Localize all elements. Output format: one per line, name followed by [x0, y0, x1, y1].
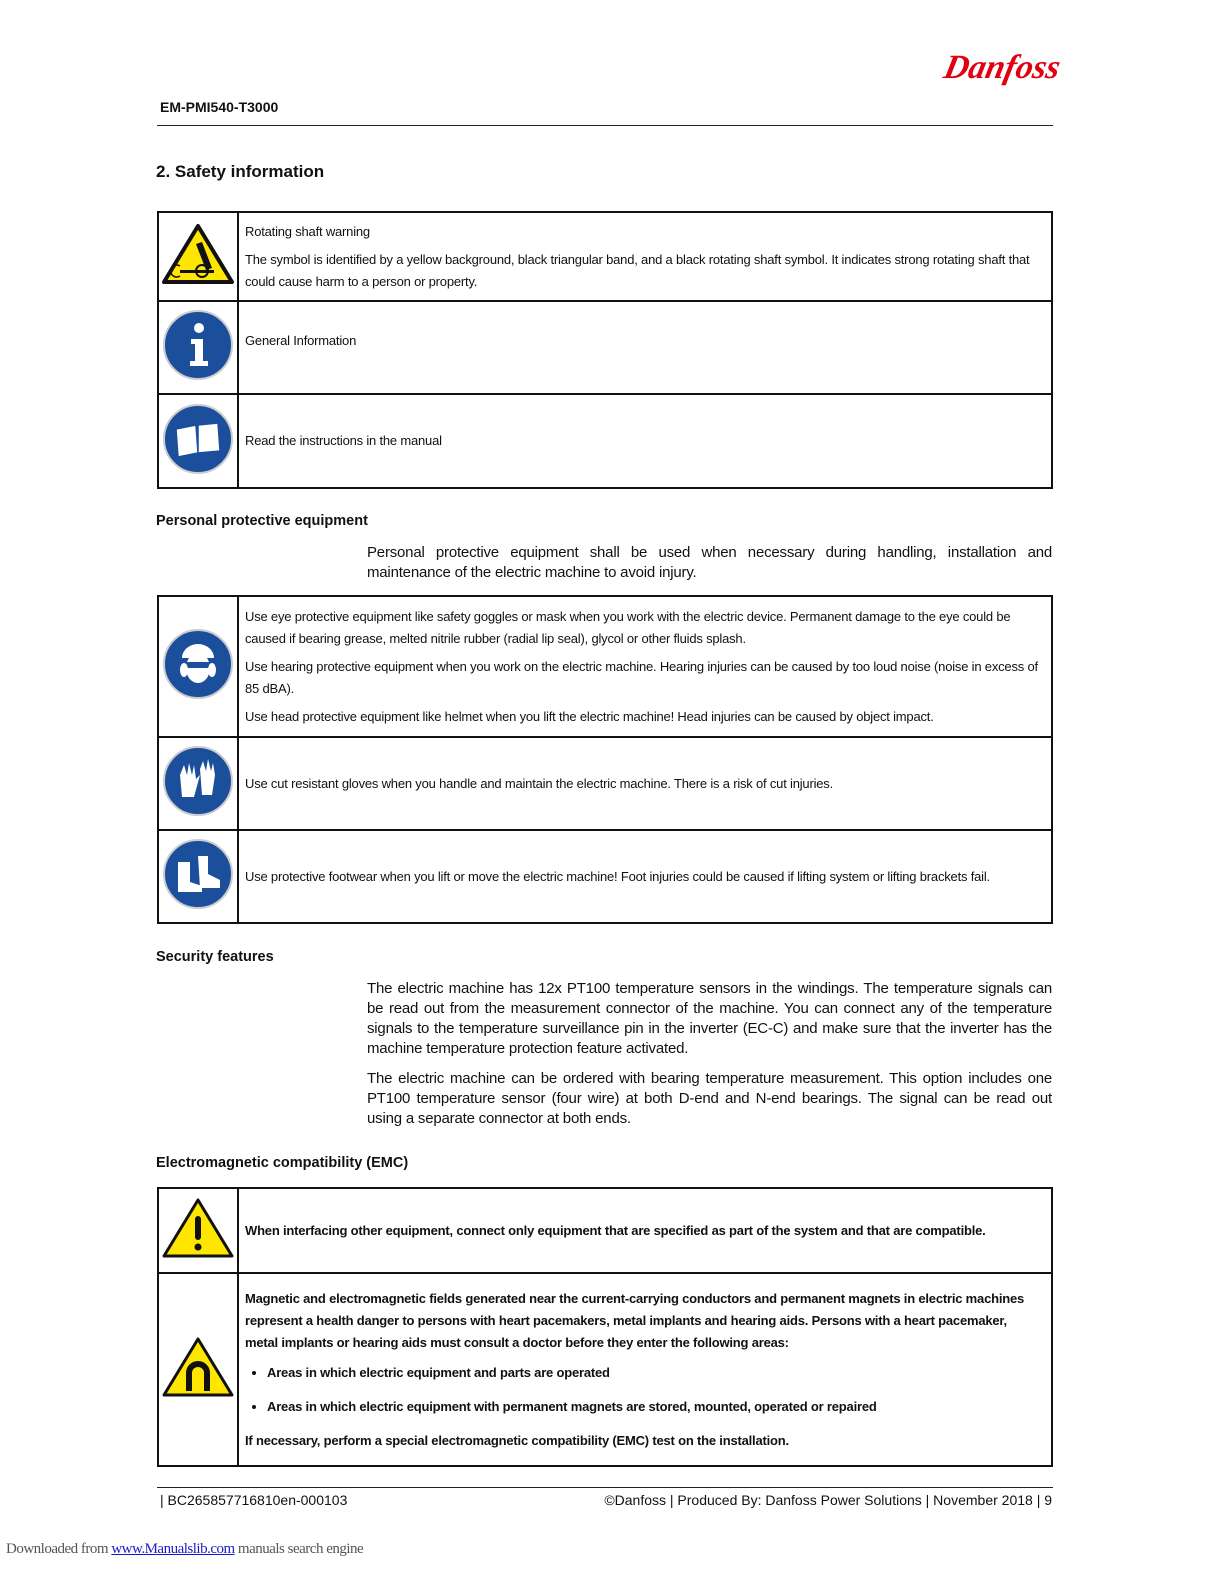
magnetic-field-warning-icon: [158, 1273, 238, 1466]
rotating-shaft-warning-icon: [158, 212, 238, 301]
table-row: [158, 301, 1052, 394]
table-row: [158, 830, 1052, 923]
list-item: • Areas in which electric equipment with permanent magnets are stored, mounted, operated or repaired: [267, 1396, 1043, 1418]
manual-icon: [158, 394, 238, 488]
table-row: [158, 1273, 1052, 1466]
gloves-text: Use cut resistant gloves when you handle and maintain the electric machine. There is a risk of cut injuries.: [245, 775, 834, 791]
info-icon: [158, 301, 238, 394]
hearing-protection-text: Use hearing protective equipment when you work on the electric machine. Hearing injuries can be caused by too loud noise (noise in excess of 85 dBA).: [245, 658, 1038, 696]
ppe-heading: Personal protective equipment: [156, 513, 368, 529]
security-heading: Security features: [156, 949, 274, 965]
emc-magnetic-text: [238, 1273, 1052, 1466]
emc-warning: When interfacing other equipment, connect only equipment that are specified as part of the system and that are compatible.: [245, 1222, 986, 1238]
warning-icon: [158, 1188, 238, 1273]
ppe-description: [238, 830, 1052, 923]
symbol-text: The symbol is identified by a yellow background, black triangular band, and a black rotating shaft symbol. It indicates strong rotating shaft that could cause harm to a person or property.: [245, 251, 1030, 289]
ppe-intro: Personal protective equipment shall be used when necessary during handling, installation and maintenance of the electric machine to avoid injury.: [367, 544, 1052, 581]
table-row: [158, 1188, 1052, 1273]
ppe-description: [238, 596, 1052, 737]
symbol-title: General Information: [245, 332, 357, 348]
security-paragraph: The electric machine can be ordered with bearing temperature measurement. This option includes one PT100 temperature sensor (four wire) at both D-end and N-end bearings. The signal can be read out using a separate connector at both ends.: [367, 1070, 1052, 1127]
emc-warning-text: [238, 1188, 1052, 1273]
symbol-title: Read the instructions in the manual: [245, 433, 442, 448]
list-item: • Areas in which electric equipment and parts are operated: [267, 1362, 1043, 1384]
security-paragraph: The electric machine has 12x PT100 temperature sensors in the windings. The temperature signals can be read out from the measurement connector of the machine. You can connect any of the temperature signals to the temperature surveillance pin in the inverter (EC-C) and make sure that the inverter has the machine temperature protection feature activated.: [367, 980, 1052, 1057]
section-title: 2. Safety information: [156, 162, 325, 181]
download-prefix: Downloaded from: [6, 1541, 112, 1557]
magnetic-intro: Magnetic and electromagnetic fields generated near the current-carrying conductors and permanent magnets in electric machines represent a health danger to persons with heart pacemakers, metal implants and hearing aids. Persons with a heart pacemaker, metal implants or hearing aids must consult a doctor before they enter the following areas:: [245, 1290, 1025, 1350]
symbol-description: [238, 394, 1052, 488]
emc-heading: Electromagnetic compatibility (EMC): [156, 1155, 409, 1171]
footer-copyright: ©Danfoss | Produced By: Danfoss Power Solutions | November 2018 | 9: [604, 1492, 1052, 1508]
document-id: EM-PMI540-T3000: [160, 99, 279, 115]
eye-protection-text: Use eye protective equipment like safety goggles or mask when you work with the electric device. Permanent damage to the eye could be caused if bearing grease, melted nitrile rubber (radial lip seal), glycol or other fluids splash.: [245, 608, 1011, 646]
ppe-description: [238, 737, 1052, 830]
table-row: [158, 394, 1052, 488]
download-suffix: manuals search engine: [234, 1541, 364, 1557]
svg-text:Danfoss: Danfoss: [940, 48, 1064, 86]
security-text: [367, 979, 1052, 1139]
footwear-text: Use protective footwear when you lift or move the electric machine! Foot injuries could be caused if lifting system or lifting brackets fail.: [245, 868, 990, 884]
table-row: [158, 212, 1052, 301]
gloves-icon: [158, 737, 238, 830]
emc-table: [157, 1187, 1053, 1467]
footer-divider: [157, 1487, 1053, 1488]
symbol-title: Rotating shaft warning: [245, 223, 370, 239]
areas-list: [245, 1362, 1043, 1418]
table-row: [158, 737, 1052, 830]
download-banner: [6, 1541, 363, 1558]
footer-doc-code: | BC265857716810en-000103: [160, 1492, 348, 1508]
symbol-description: [238, 212, 1052, 301]
manualslib-link[interactable]: www.Manualslib.com: [111, 1541, 235, 1557]
header-divider: [157, 125, 1053, 126]
symbols-table: [157, 211, 1053, 489]
emc-closing: If necessary, perform a special electromagnetic compatibility (EMC) test on the installation.: [245, 1432, 789, 1448]
head-protection-text: Use head protective equipment like helmet when you lift the electric machine! Head injuries can be caused by object impact.: [245, 708, 934, 724]
table-row: [158, 596, 1052, 737]
head-eye-ear-protection-icon: [158, 596, 238, 737]
danfoss-logo: [940, 42, 1064, 88]
footwear-icon: [158, 830, 238, 923]
ppe-table: [157, 595, 1053, 924]
symbol-description: [238, 301, 1052, 394]
